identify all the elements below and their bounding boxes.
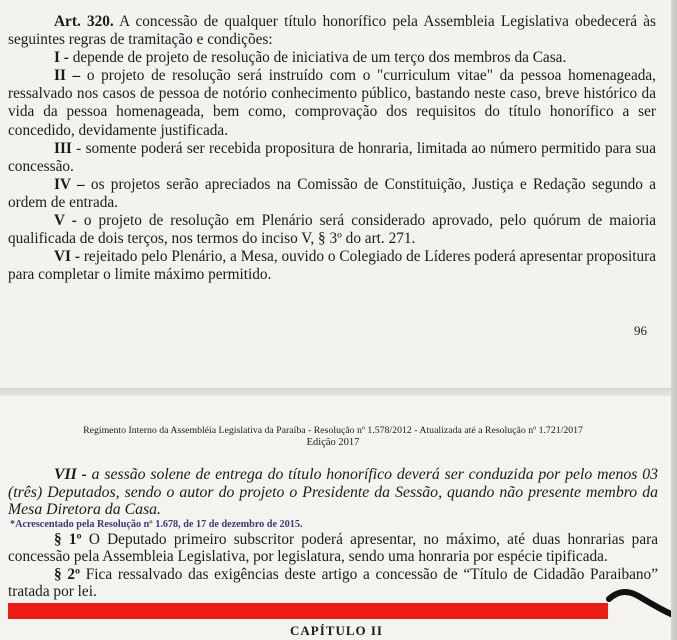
- paragraph-1: [8, 531, 658, 566]
- running-header-title: Regimento Interno da Assembléia Legislativa da Paraíba - Resolução nº 1.578/2012 - Atualizada até a Resolução nº 1.721/2017: [83, 425, 583, 436]
- item-i: [8, 49, 656, 67]
- item-text: - somente poderá ser recebida propositura de honraria, limitada ao número permitido para sua concessão.: [8, 139, 656, 175]
- item-vii: [8, 466, 658, 519]
- paragraph-text: Fica ressalvado das exigências deste artigo a concessão de “Título de Cidadão Paraibano” tratada por lei.: [8, 565, 658, 601]
- chapter-heading: CAPÍTULO II: [290, 623, 383, 638]
- article-number: Art. 320.: [54, 13, 114, 30]
- item-text: os projetos serão apreciados na Comissão de Constituição, Justiça e Redação segundo a ordem de entrada.: [8, 175, 657, 211]
- item-number: VI -: [54, 248, 80, 266]
- item-number: IV –: [54, 175, 85, 193]
- red-highlight-bar: [8, 603, 608, 619]
- item-text: o projeto de resolução em Plenário será considerado aprovado, pelo quórum de maioria qualificada de dois terços, nos termos do inciso V, § 3º do art. 271.: [8, 212, 656, 248]
- article-320-text: [8, 13, 656, 284]
- paragraph-text: O Deputado primeiro subscritor poderá apresentar, no máximo, até duas honrarias para concessão pela Assembleia Legislativa, por legislatura, sendo uma honraria por espécie tipificada.: [8, 530, 658, 566]
- item-iii: [8, 140, 656, 176]
- item-ii: [8, 67, 656, 139]
- item-number: V -: [54, 212, 77, 230]
- item-v: [8, 212, 656, 248]
- item-number: I -: [54, 49, 69, 67]
- article-intro: [8, 13, 656, 49]
- item-text: depende de projeto de resolução de iniciativa de um terço dos membros da Casa.: [68, 49, 567, 67]
- paragraph-number: § 1º: [54, 530, 82, 548]
- paragraph-number: § 2º: [54, 565, 81, 583]
- swoosh-mark-icon: [606, 583, 676, 619]
- item-number: III: [54, 139, 72, 157]
- paragraph-2: [8, 566, 658, 601]
- item-text: a sessão solene de entrega do título honorífico deverá ser conduzida por pelo menos 03 (três) Deputados, sendo o autor do projeto o Presidente da Sessão, quando não presente membro da Mesa Diretora da Casa.: [8, 466, 658, 518]
- running-header: [8, 425, 658, 449]
- running-header-edition: Edição 2017: [306, 437, 360, 448]
- item-iv: [8, 176, 656, 212]
- item-text: rejeitado pelo Plenário, a Mesa, ouvido o Colegiado de Líderes poderá apresentar propositura para completar o limite máximo permitido.: [8, 248, 657, 284]
- item-number: VII -: [54, 466, 87, 483]
- item-vi: [8, 248, 656, 284]
- article-continuation: [8, 466, 658, 601]
- page-number: 96: [634, 323, 647, 338]
- amendment-note: *Acrescentado pela Resolução nº 1.678, de 17 de dezembro de 2015.: [10, 518, 303, 530]
- page-edge-shadow: [671, 0, 677, 640]
- article-intro-text: A concessão de qualquer título honorífico pela Assembleia Legislativa obedecerá às seguintes regras de tramitação e condições:: [8, 13, 656, 49]
- item-text: o projeto de resolução será instruído com o "curriculum vitae" da pessoa homenageada, ressalvado nos casos de pessoa de notório conhecimento público, bastando neste caso, breve histórico da vida da pessoa homenageada, bem como, comprovação dos requisitos do título honorífico a ser concedido, devidamente justificada.: [8, 67, 656, 139]
- item-number: II –: [54, 67, 81, 85]
